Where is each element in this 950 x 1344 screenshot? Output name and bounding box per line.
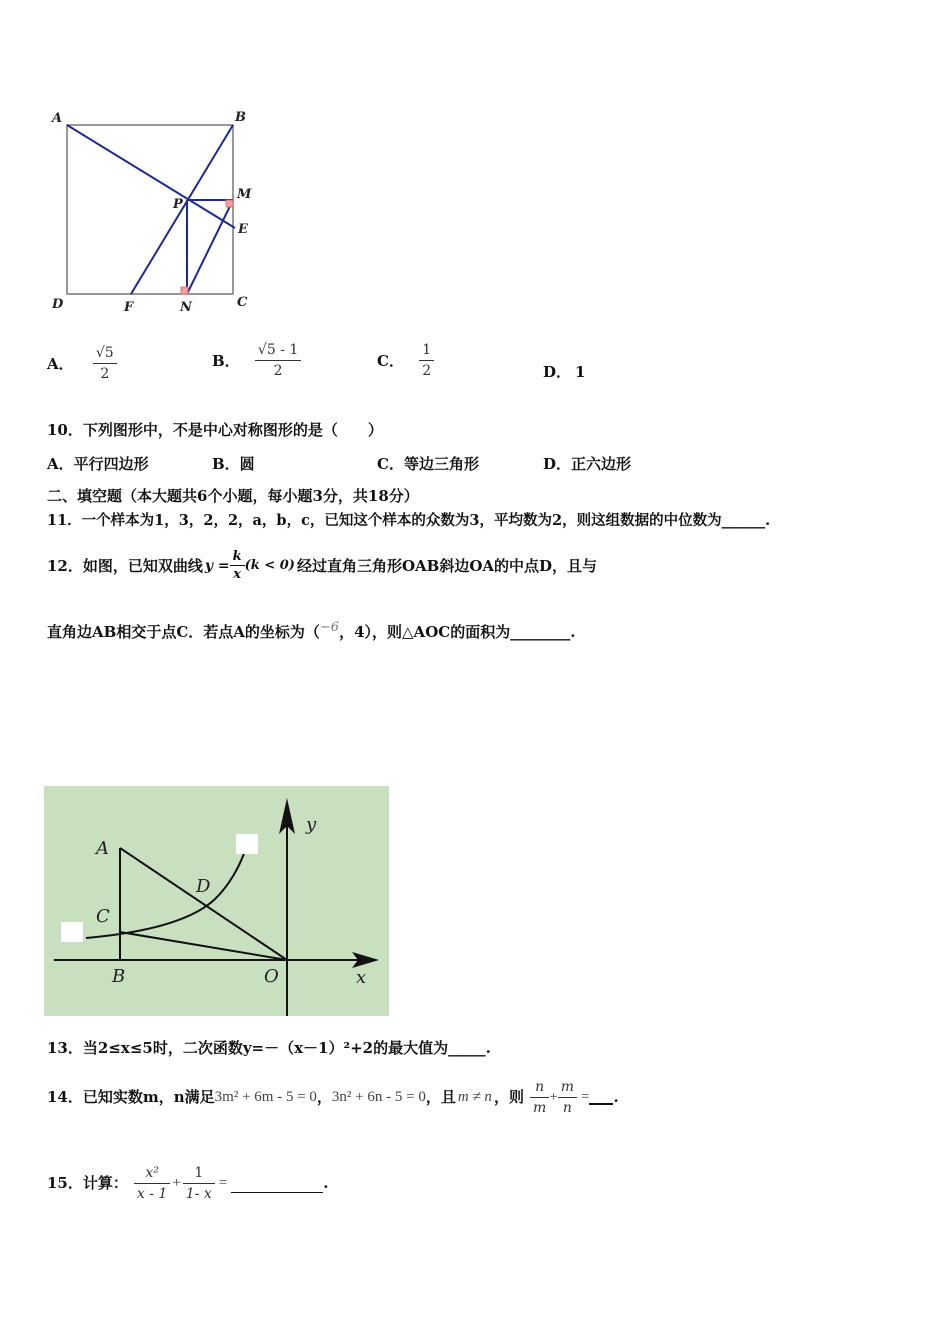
- q14-answer-blank: [589, 1089, 613, 1105]
- q14-equals: =: [580, 1089, 590, 1105]
- q12-line2-a: 直角边AB相交于点C．若点A的坐标为（: [47, 623, 320, 641]
- label-m: M: [237, 187, 252, 202]
- fig2-label-a: A: [96, 838, 109, 859]
- q12-line1: [47, 548, 597, 583]
- q14-frac1-num: n: [530, 1077, 549, 1098]
- q14-frac1-den: m: [532, 1099, 547, 1116]
- q15-frac2-den: 1- x: [185, 1185, 212, 1202]
- q14-mid: ，且: [425, 1088, 456, 1106]
- q14-frac1: [530, 1077, 549, 1118]
- label-f: F: [124, 300, 134, 315]
- white-box-top: [236, 834, 258, 854]
- q14-eq1: 3m² + 6m - 5 = 0: [214, 1089, 317, 1105]
- q12-formula-num: k: [230, 548, 245, 566]
- q10-option-a: A．平行四边形: [47, 455, 149, 473]
- label-p: P: [173, 197, 183, 212]
- q14-line: [47, 1074, 619, 1120]
- label-n: N: [180, 300, 192, 315]
- q15-frac1-den: x - 1: [136, 1185, 168, 1202]
- q12-formula-fraction: [230, 548, 245, 583]
- label-e: E: [238, 222, 248, 237]
- q9-option-d-letter: D．: [543, 363, 572, 381]
- fig2-label-x: x: [356, 967, 367, 988]
- q15-frac1-num: x²: [134, 1163, 170, 1184]
- q12-prefix: 12．如图，已知双曲线: [47, 556, 203, 575]
- fig2-label-y: y: [306, 814, 317, 835]
- q9-option-a: [47, 343, 117, 384]
- q14-end: .: [613, 1088, 619, 1106]
- q14-eq2: 3n² + 6n - 5 = 0: [331, 1089, 426, 1105]
- label-c: C: [237, 295, 248, 310]
- q15-prefix: 15．计算：: [47, 1174, 128, 1192]
- q14-frac2: [558, 1077, 577, 1118]
- fig2-label-c: C: [96, 906, 110, 927]
- square-figure: [40, 105, 265, 320]
- q9-option-c-den: 2: [422, 363, 432, 379]
- q9-option-a-den: 2: [100, 366, 110, 382]
- q12-line2: [47, 618, 575, 642]
- q15-frac1: [134, 1163, 170, 1204]
- segment-ae: [67, 125, 235, 228]
- hyperbola-figure: [44, 786, 389, 1016]
- label-b: B: [235, 110, 246, 125]
- q9-option-b-num: √5 - 1: [255, 340, 301, 361]
- q12-coord: −6: [319, 620, 340, 635]
- fig2-label-o: O: [264, 966, 279, 987]
- q9-option-c-num: 1: [419, 340, 434, 361]
- q14-frac2-num: m: [558, 1077, 577, 1098]
- q15-frac2-num: 1: [183, 1163, 215, 1184]
- label-d: D: [52, 297, 64, 312]
- q15-answer-blank: [231, 1174, 323, 1193]
- q14-then: ，则: [493, 1088, 524, 1106]
- q9-option-a-letter: A．: [47, 355, 74, 373]
- q9-option-b-letter: B．: [212, 352, 240, 370]
- q10-option-c: C．等边三角形: [377, 455, 479, 473]
- square-abcd: [67, 125, 233, 294]
- q9-option-a-num: √5: [93, 343, 117, 364]
- q9-option-a-fraction: [93, 343, 117, 384]
- q15-frac2: [183, 1163, 215, 1204]
- fig2-label-b: B: [112, 966, 126, 987]
- q9-option-c-letter: C．: [377, 352, 404, 370]
- section-2-heading: 二、填空题（本大题共6个小题，每小题3分，共18分）: [47, 487, 419, 505]
- figure-background: [44, 786, 389, 1016]
- q15-equals: =: [218, 1175, 228, 1191]
- q10-stem: 10．下列图形中，不是中心对称图形的是（ ）: [47, 421, 383, 439]
- q9-option-d-value: 1: [575, 363, 586, 381]
- label-a: A: [52, 111, 63, 126]
- q14-sep: ，: [316, 1088, 332, 1106]
- q15-end: .: [323, 1174, 329, 1192]
- q9-option-d: [543, 361, 585, 382]
- q9-option-b-den: 2: [273, 363, 283, 379]
- q12-line2-b: ，4），则△AOC的面积为________.: [339, 623, 576, 641]
- segment-mn: [187, 200, 233, 294]
- q11-text: 11．一个样本为1，3，2，2，a，b，c，已知这个样本的众数为3，平均数为2，则这组数据的中位数为______.: [47, 512, 771, 529]
- q9-option-c: [377, 340, 434, 381]
- q10-option-b: B．圆: [212, 455, 255, 473]
- q14-cond: m ≠ n: [457, 1089, 492, 1105]
- q10-option-d: D．正六边形: [543, 455, 632, 473]
- q14-frac2-den: n: [562, 1099, 572, 1116]
- q12-suffix: 经过直角三角形OAB斜边OA的中点D，且与: [296, 556, 598, 575]
- q14-prefix: 14．已知实数m，n满足: [47, 1088, 215, 1106]
- fig2-label-d: D: [196, 876, 211, 897]
- q15-plus: +: [172, 1175, 181, 1191]
- q9-option-b: [212, 340, 301, 381]
- q9-option-b-fraction: [255, 340, 301, 381]
- q15-line: [47, 1158, 328, 1208]
- white-box-left: [61, 922, 83, 942]
- q13-text: 13．当2≤x≤5时，二次函数y=－（x－1）²+2的最大值为_____.: [47, 1039, 491, 1057]
- q14-plus: +: [549, 1089, 558, 1105]
- q12-formula-den: x: [233, 567, 242, 582]
- right-angle-mark-m: [226, 200, 233, 207]
- q12-formula-cond: (k < 0): [244, 557, 295, 573]
- q12-formula-y: y =: [204, 557, 230, 574]
- right-angle-mark-n: [181, 287, 188, 294]
- q9-option-c-fraction: [419, 340, 434, 381]
